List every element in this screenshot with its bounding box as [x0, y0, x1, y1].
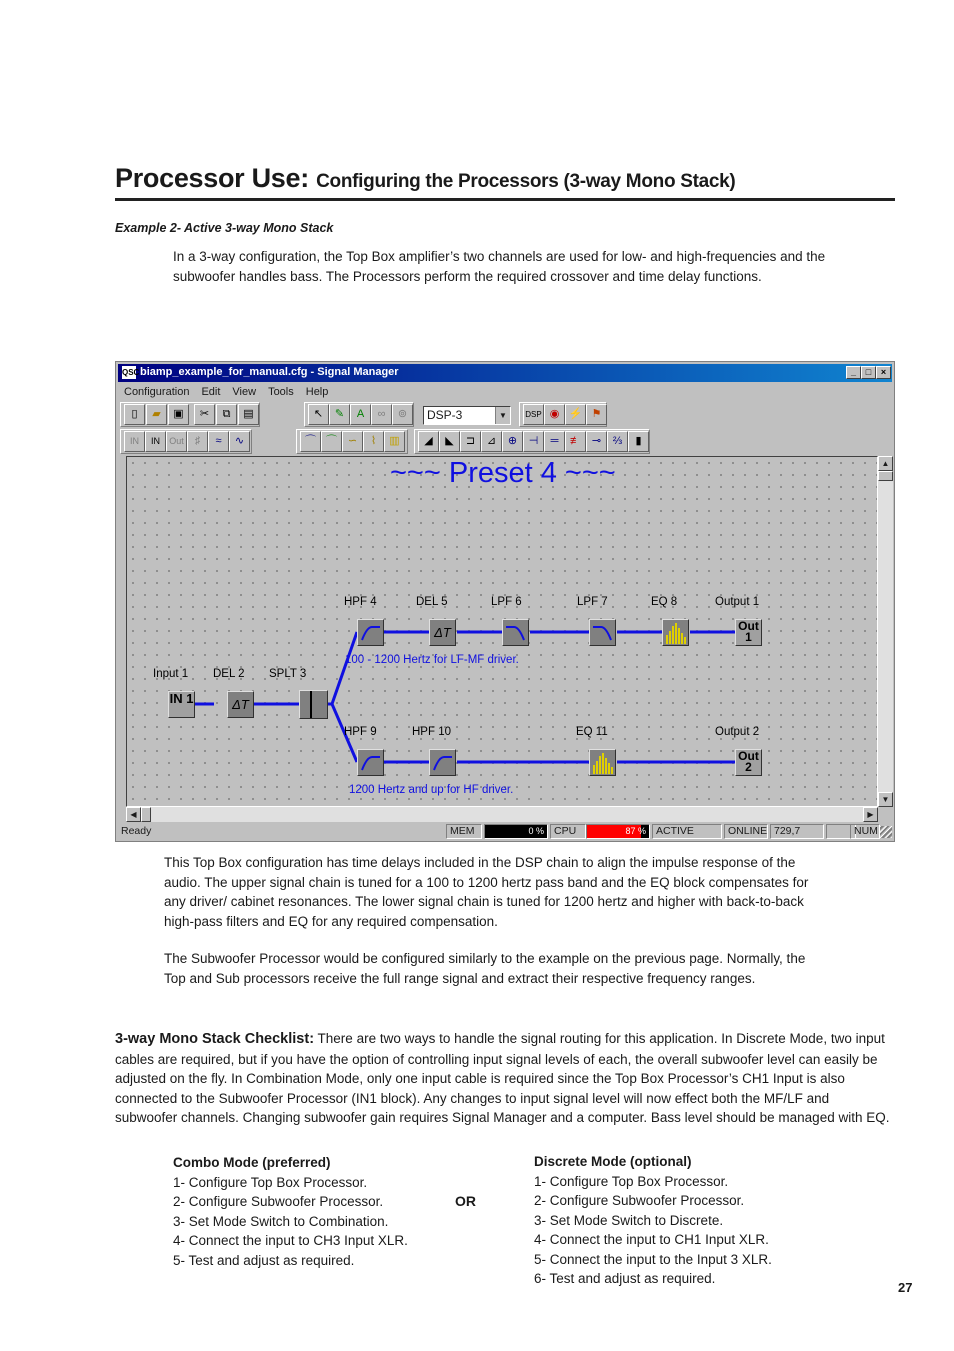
del5-block[interactable]: [429, 619, 456, 646]
maximize-button[interactable]: □: [861, 366, 876, 379]
eq11-label: EQ 11: [576, 726, 608, 738]
mute-icon[interactable]: ≢: [565, 431, 586, 452]
sine-icon[interactable]: ∿: [229, 431, 250, 452]
del5-label: DEL 5: [416, 596, 448, 608]
out1-glyph: Out 1: [738, 619, 759, 644]
cpu-value: 87 %: [625, 826, 646, 836]
noise-icon[interactable]: ≈: [208, 431, 229, 452]
probe-icon[interactable]: ⚡: [565, 404, 586, 425]
list-item: 1- Configure Top Box Processor.: [173, 1174, 368, 1190]
tone-icon[interactable]: IN: [124, 431, 145, 452]
hpf9-block[interactable]: [357, 749, 384, 776]
new-icon[interactable]: ▯: [124, 404, 145, 425]
compressor-icon[interactable]: ◣: [439, 431, 460, 452]
hpf-curve-icon: [358, 620, 383, 645]
status-active: ACTIVE: [652, 824, 722, 839]
processing-toolbar: [414, 429, 650, 454]
group-icon[interactable]: ⊚: [392, 404, 413, 425]
del2-label: DEL 2: [213, 668, 245, 680]
polarity-icon[interactable]: ⊸: [586, 431, 607, 452]
eq-icon[interactable]: ▥: [384, 431, 405, 452]
hpf10-block[interactable]: [429, 749, 456, 776]
design-canvas[interactable]: [126, 456, 878, 807]
output2-label: Output 2: [715, 726, 760, 738]
config-paragraph: This Top Box configuration has time delays included in the DSP chain to align the impulse response of the audio. The upper signal chain is tuned for a 100 to 1200 hertz pass band and the EQ block compensates for any driver/ cabinet resonances. The lower signal chain is tuned for 1200 hertz and higher with back-to-back high-pass filters and EQ for any required compensation.: [164, 855, 809, 929]
scroll-left-icon[interactable]: ◀: [126, 807, 141, 822]
save-icon[interactable]: ▣: [168, 404, 189, 425]
lpf7-block[interactable]: [589, 619, 616, 646]
output1-label: Output 1: [715, 596, 760, 608]
dsp-icon[interactable]: DSP: [523, 404, 544, 425]
preset-title: ~~~ Preset 4 ~~~: [390, 457, 616, 489]
output-icon[interactable]: Out: [166, 431, 187, 452]
input-icon[interactable]: IN: [145, 431, 166, 452]
lower-note: 1200 Hertz and up for HF driver.: [349, 784, 514, 796]
text-tool-icon[interactable]: A: [350, 404, 371, 425]
page-number: 27: [898, 1280, 913, 1295]
cpu-meter: [586, 824, 650, 839]
example-title: Example 2- Active 3-way Mono Stack: [115, 221, 334, 235]
mem-value: 0 %: [528, 826, 544, 836]
status-num: NUM: [850, 824, 880, 839]
link-icon[interactable]: ∞: [371, 404, 392, 425]
plug-icon[interactable]: ⚑: [586, 404, 607, 425]
meter-icon[interactable]: ♯: [187, 431, 208, 452]
copy-icon[interactable]: ⧉: [216, 404, 237, 425]
router-icon[interactable]: ⊐: [460, 431, 481, 452]
output2-block[interactable]: [735, 749, 762, 776]
cpu-label: CPU: [550, 824, 586, 839]
checklist-paragraph: [115, 1029, 895, 1128]
hpf10-label: HPF 10: [412, 726, 451, 738]
scroll-up-icon[interactable]: ▲: [878, 456, 893, 471]
hpf-curve-icon: [358, 750, 383, 775]
generator-toolbar: [120, 429, 252, 454]
combo-heading: Combo Mode (preferred): [173, 1155, 331, 1170]
bandpass-icon[interactable]: ⌇: [363, 431, 384, 452]
title-main: Processor Use:: [115, 163, 309, 193]
vertical-scrollbar[interactable]: [878, 456, 893, 807]
status-ready: Ready: [121, 825, 152, 837]
delay-icon[interactable]: ⅔: [607, 431, 628, 452]
window-titlebar: [118, 364, 892, 382]
title-sub: Configuring the Processors (3-way Mono Stack): [316, 171, 736, 192]
limiter-icon[interactable]: ⊿: [481, 431, 502, 452]
list-item: 3- Set Mode Switch to Combination.: [173, 1213, 389, 1229]
pointer-icon[interactable]: ↖: [308, 404, 329, 425]
input1-label: Input 1: [153, 668, 189, 680]
eq-bars-icon: [590, 750, 615, 775]
hpf-curve-icon: [430, 750, 455, 775]
checklist-lead: 3-way Mono Stack Checklist:: [115, 1031, 315, 1047]
input1-block[interactable]: [168, 691, 195, 718]
splitter-bar: [310, 691, 312, 718]
paste-icon[interactable]: ▤: [238, 404, 259, 425]
intro-paragraph: In a 3-way configuration, the Top Box amplifier’s two channels are used for low- and high-frequencies and the subwoofer handles bass. The Processors perform the required crossover and time delay functions.: [173, 249, 826, 284]
pencil-icon[interactable]: ✎: [329, 404, 350, 425]
list-item: 3- Set Mode Switch to Discrete.: [534, 1212, 724, 1228]
shelf-icon[interactable]: ∽: [342, 431, 363, 452]
lpf6-label: LPF 6: [491, 596, 522, 608]
mem-meter: [484, 824, 548, 839]
horizontal-scroll-thumb[interactable]: [141, 807, 151, 822]
menu-tools[interactable]: Tools: [268, 386, 294, 398]
discrete-heading: Discrete Mode (optional): [534, 1154, 692, 1169]
menu-edit[interactable]: Edit: [201, 386, 221, 398]
tools-toolbar: [304, 402, 414, 427]
title-rule: [115, 198, 895, 201]
del2-block[interactable]: [227, 691, 254, 718]
window-title: biamp_example_for_manual.cfg - Signal Manager: [140, 366, 399, 378]
gain-icon[interactable]: ◢: [418, 431, 439, 452]
list-item: 6- Test and adjust as required.: [534, 1271, 716, 1286]
hpf9-label: HPF 9: [344, 726, 377, 738]
upper-note: 100 - 1200 Hertz for LF-MF driver.: [345, 654, 519, 666]
app-icon: QSC: [122, 368, 140, 377]
open-icon[interactable]: ▰: [146, 404, 167, 425]
device-select-value: DSP-3: [427, 408, 463, 422]
speaker-icon[interactable]: ◉: [544, 404, 565, 425]
cut-icon[interactable]: ✂: [194, 404, 215, 425]
scroll-down-icon[interactable]: ▼: [878, 792, 893, 807]
vertical-scroll-thumb[interactable]: [878, 471, 893, 481]
eq8-block[interactable]: [662, 619, 689, 646]
hpf4-block[interactable]: [357, 619, 384, 646]
chevron-down-icon[interactable]: ▼: [495, 407, 510, 424]
combo-mode-list: [173, 1153, 433, 1270]
lpf-icon[interactable]: ⌒: [321, 431, 342, 452]
list-item: 5- Test and adjust as required.: [173, 1252, 355, 1268]
file-toolbar: [120, 402, 260, 427]
menu-view[interactable]: View: [232, 386, 257, 398]
in1-glyph: IN 1: [169, 691, 194, 706]
eq11-block[interactable]: [589, 749, 616, 776]
output1-block[interactable]: [735, 619, 762, 646]
menubar: [118, 383, 334, 401]
splitter-icon[interactable]: ⊕: [502, 431, 523, 452]
status-online: ONLINE: [724, 824, 768, 839]
mixer-icon[interactable]: ⊣: [523, 431, 544, 452]
page-title: [115, 163, 735, 194]
scroll-right-icon[interactable]: ▶: [863, 807, 878, 822]
list-item: 1- Configure Top Box Processor.: [534, 1173, 729, 1189]
list-item: 4- Connect the input to CH1 Input XLR.: [534, 1232, 769, 1247]
resize-grip-icon[interactable]: [880, 826, 892, 838]
mem-label: MEM: [446, 824, 482, 839]
lpf7-label: LPF 7: [577, 596, 608, 608]
delta-t-icon: ΔT: [232, 697, 249, 712]
lpf-curve-icon: [590, 620, 615, 645]
device-toolbar: [519, 402, 607, 427]
combiner-icon[interactable]: ═: [544, 431, 565, 452]
signal-manager-window: [115, 361, 895, 842]
hpf-icon[interactable]: ⌒: [300, 431, 321, 452]
status-coords: 729,7: [770, 824, 824, 839]
status-bar: [118, 824, 892, 840]
eq-bars-icon: [663, 620, 688, 645]
list-item: 2- Configure Subwoofer Processor.: [534, 1193, 745, 1208]
checklist-body: There are two ways to handle the signal routing for this application. In Discrete Mode, two input cables are required, but if you have the option of controlling input signal levels of each, the overall subwoofer level can easily be adjusted on the fly. In Combination Mode, only one input cable is required since the Top Box Processor’s CH1 Input is also connected to the Subwoofer Processor (IN1 block). Any changes to input signal level will now effect both the MF/LF and subwoofer channels. Changing subwoofer gain requires Signal Manager and a computer. Bass level should be managed with EQ.: [115, 1031, 890, 1125]
horizontal-scrollbar[interactable]: [126, 807, 878, 822]
list-item: 2- Configure Subwoofer Processor.: [173, 1194, 384, 1209]
eq8-label: EQ 8: [651, 596, 678, 608]
discrete-mode-list: [534, 1152, 814, 1289]
list-item: 4- Connect the input to CH3 Input XLR.: [173, 1233, 408, 1248]
lpf6-block[interactable]: [502, 619, 529, 646]
device-select[interactable]: [423, 406, 511, 425]
delta-t-icon: ΔT: [434, 625, 451, 640]
menu-configuration[interactable]: Configuration: [124, 386, 190, 398]
filter-toolbar: [296, 429, 408, 454]
splt3-label: SPLT 3: [269, 668, 307, 680]
close-button[interactable]: ×: [876, 366, 891, 379]
out2-glyph: Out 2: [738, 749, 759, 774]
minimize-button[interactable]: _: [846, 366, 861, 379]
lpf-curve-icon: [503, 620, 528, 645]
menu-help[interactable]: Help: [305, 386, 329, 398]
subwoofer-paragraph: The Subwoofer Processor would be configured similarly to the example on the previous page. Normally, the Top and Sub processors receive the full range signal and extract their respective frequency ranges.: [164, 951, 806, 986]
list-item: 5- Connect the input to the Input 3 XLR.: [534, 1251, 772, 1267]
splt3-block[interactable]: [299, 690, 328, 719]
or-label: OR: [455, 1193, 476, 1209]
meter-bar-icon[interactable]: ▮: [628, 431, 649, 452]
hpf4-label: HPF 4: [344, 596, 377, 608]
